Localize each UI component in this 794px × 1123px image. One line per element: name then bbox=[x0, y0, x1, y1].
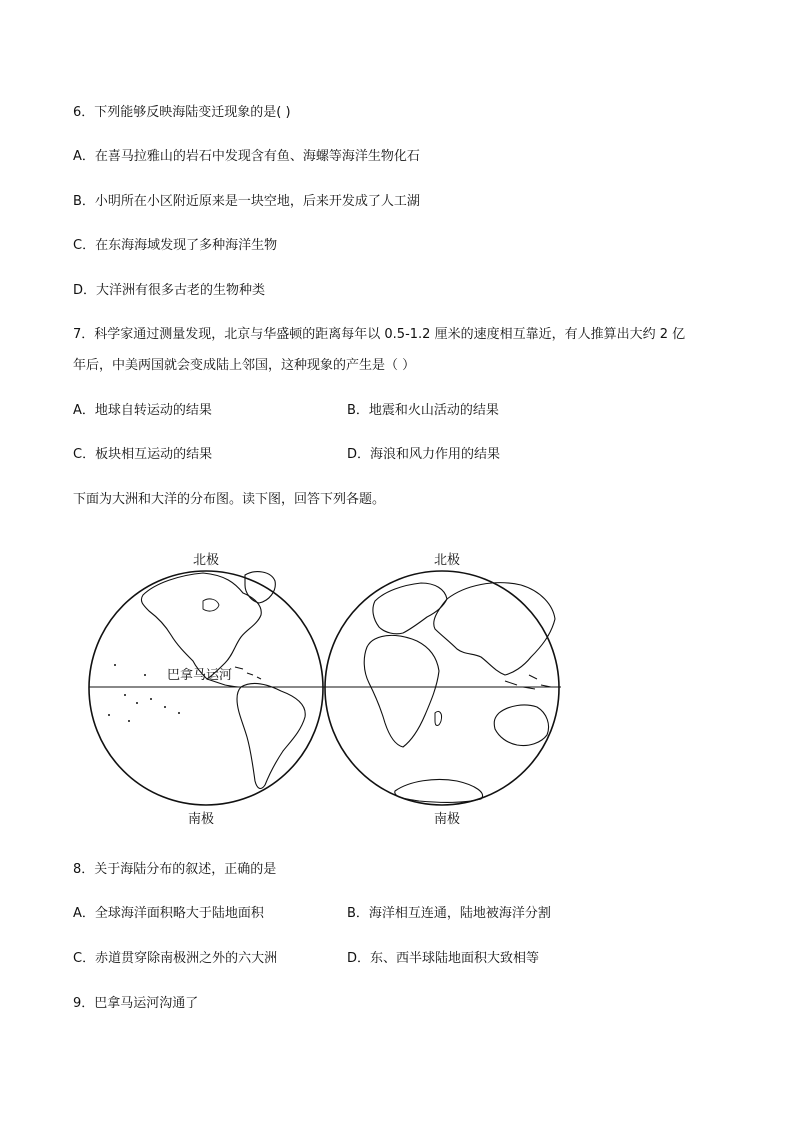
q7-option-c: C．板块相互运动的结果 bbox=[73, 447, 213, 462]
q7-stem-line2: 年后，中美两国就会变成陆上邻国，这种现象的产生是（ ） bbox=[73, 358, 416, 373]
q6-option-a: A．在喜马拉雅山的岩石中发现含有鱼、海螺等海洋生物化石 bbox=[73, 149, 420, 164]
q7-option-d: D．海浪和风力作用的结果 bbox=[347, 447, 501, 462]
q6-stem: 6．下列能够反映海陆变迁现象的是( ) bbox=[73, 105, 291, 120]
world-map bbox=[85, 545, 565, 835]
q7-stem-line1: 7．科学家通过测量发现，北京与华盛顿的距离每年以 0.5-1.2 厘米的速度相互靠近，有人推算出大约 2 亿 bbox=[73, 327, 686, 342]
label-south-pole-left: 南极 bbox=[187, 812, 215, 827]
greenland-shape bbox=[245, 572, 275, 603]
q7-option-b: B．地震和火山活动的结果 bbox=[347, 403, 499, 418]
map-intro: 下面为大洲和大洋的分布图。读下图，回答下列各题。 bbox=[73, 492, 386, 507]
q6-option-c: C．在东海海域发现了多种海洋生物 bbox=[73, 238, 278, 253]
q8-option-d: D．东、西半球陆地面积大致相等 bbox=[347, 951, 540, 966]
north-america-shape bbox=[141, 573, 261, 679]
south-america-shape bbox=[237, 684, 305, 789]
q8-stem: 8．关于海陆分布的叙述，正确的是 bbox=[73, 862, 277, 877]
q9-stem: 9．巴拿马运河沟通了 bbox=[73, 996, 199, 1011]
q6-option-b: B．小明所在小区附近原来是一块空地，后来开发成了人工湖 bbox=[73, 194, 420, 209]
africa-shape bbox=[364, 635, 439, 747]
antarctica-shape bbox=[395, 779, 483, 802]
asia-shape bbox=[434, 583, 555, 675]
western-hemisphere-outline bbox=[89, 571, 323, 805]
label-north-pole-left: 北极 bbox=[192, 553, 220, 568]
hudson-bay-shape bbox=[203, 599, 219, 611]
label-north-pole-right: 北极 bbox=[433, 553, 461, 568]
q8-option-c: C．赤道贯穿除南极洲之外的六大洲 bbox=[73, 951, 278, 966]
label-panama-canal: 巴拿马运河 bbox=[167, 668, 233, 683]
caribbean-islands-shape bbox=[235, 667, 261, 679]
q6-option-d: D．大洋洲有很多古老的生物种类 bbox=[73, 283, 266, 298]
australia-shape bbox=[494, 705, 548, 746]
q7-option-a: A．地球自转运动的结果 bbox=[73, 403, 212, 418]
hemisphere-map-svg bbox=[85, 545, 565, 835]
europe-shape bbox=[373, 583, 447, 634]
madagascar-shape bbox=[435, 711, 442, 725]
q8-option-b: B．海洋相互连通，陆地被海洋分割 bbox=[347, 906, 551, 921]
q8-option-a: A．全球海洋面积略大于陆地面积 bbox=[73, 906, 264, 921]
label-south-pole-right: 南极 bbox=[433, 812, 461, 827]
